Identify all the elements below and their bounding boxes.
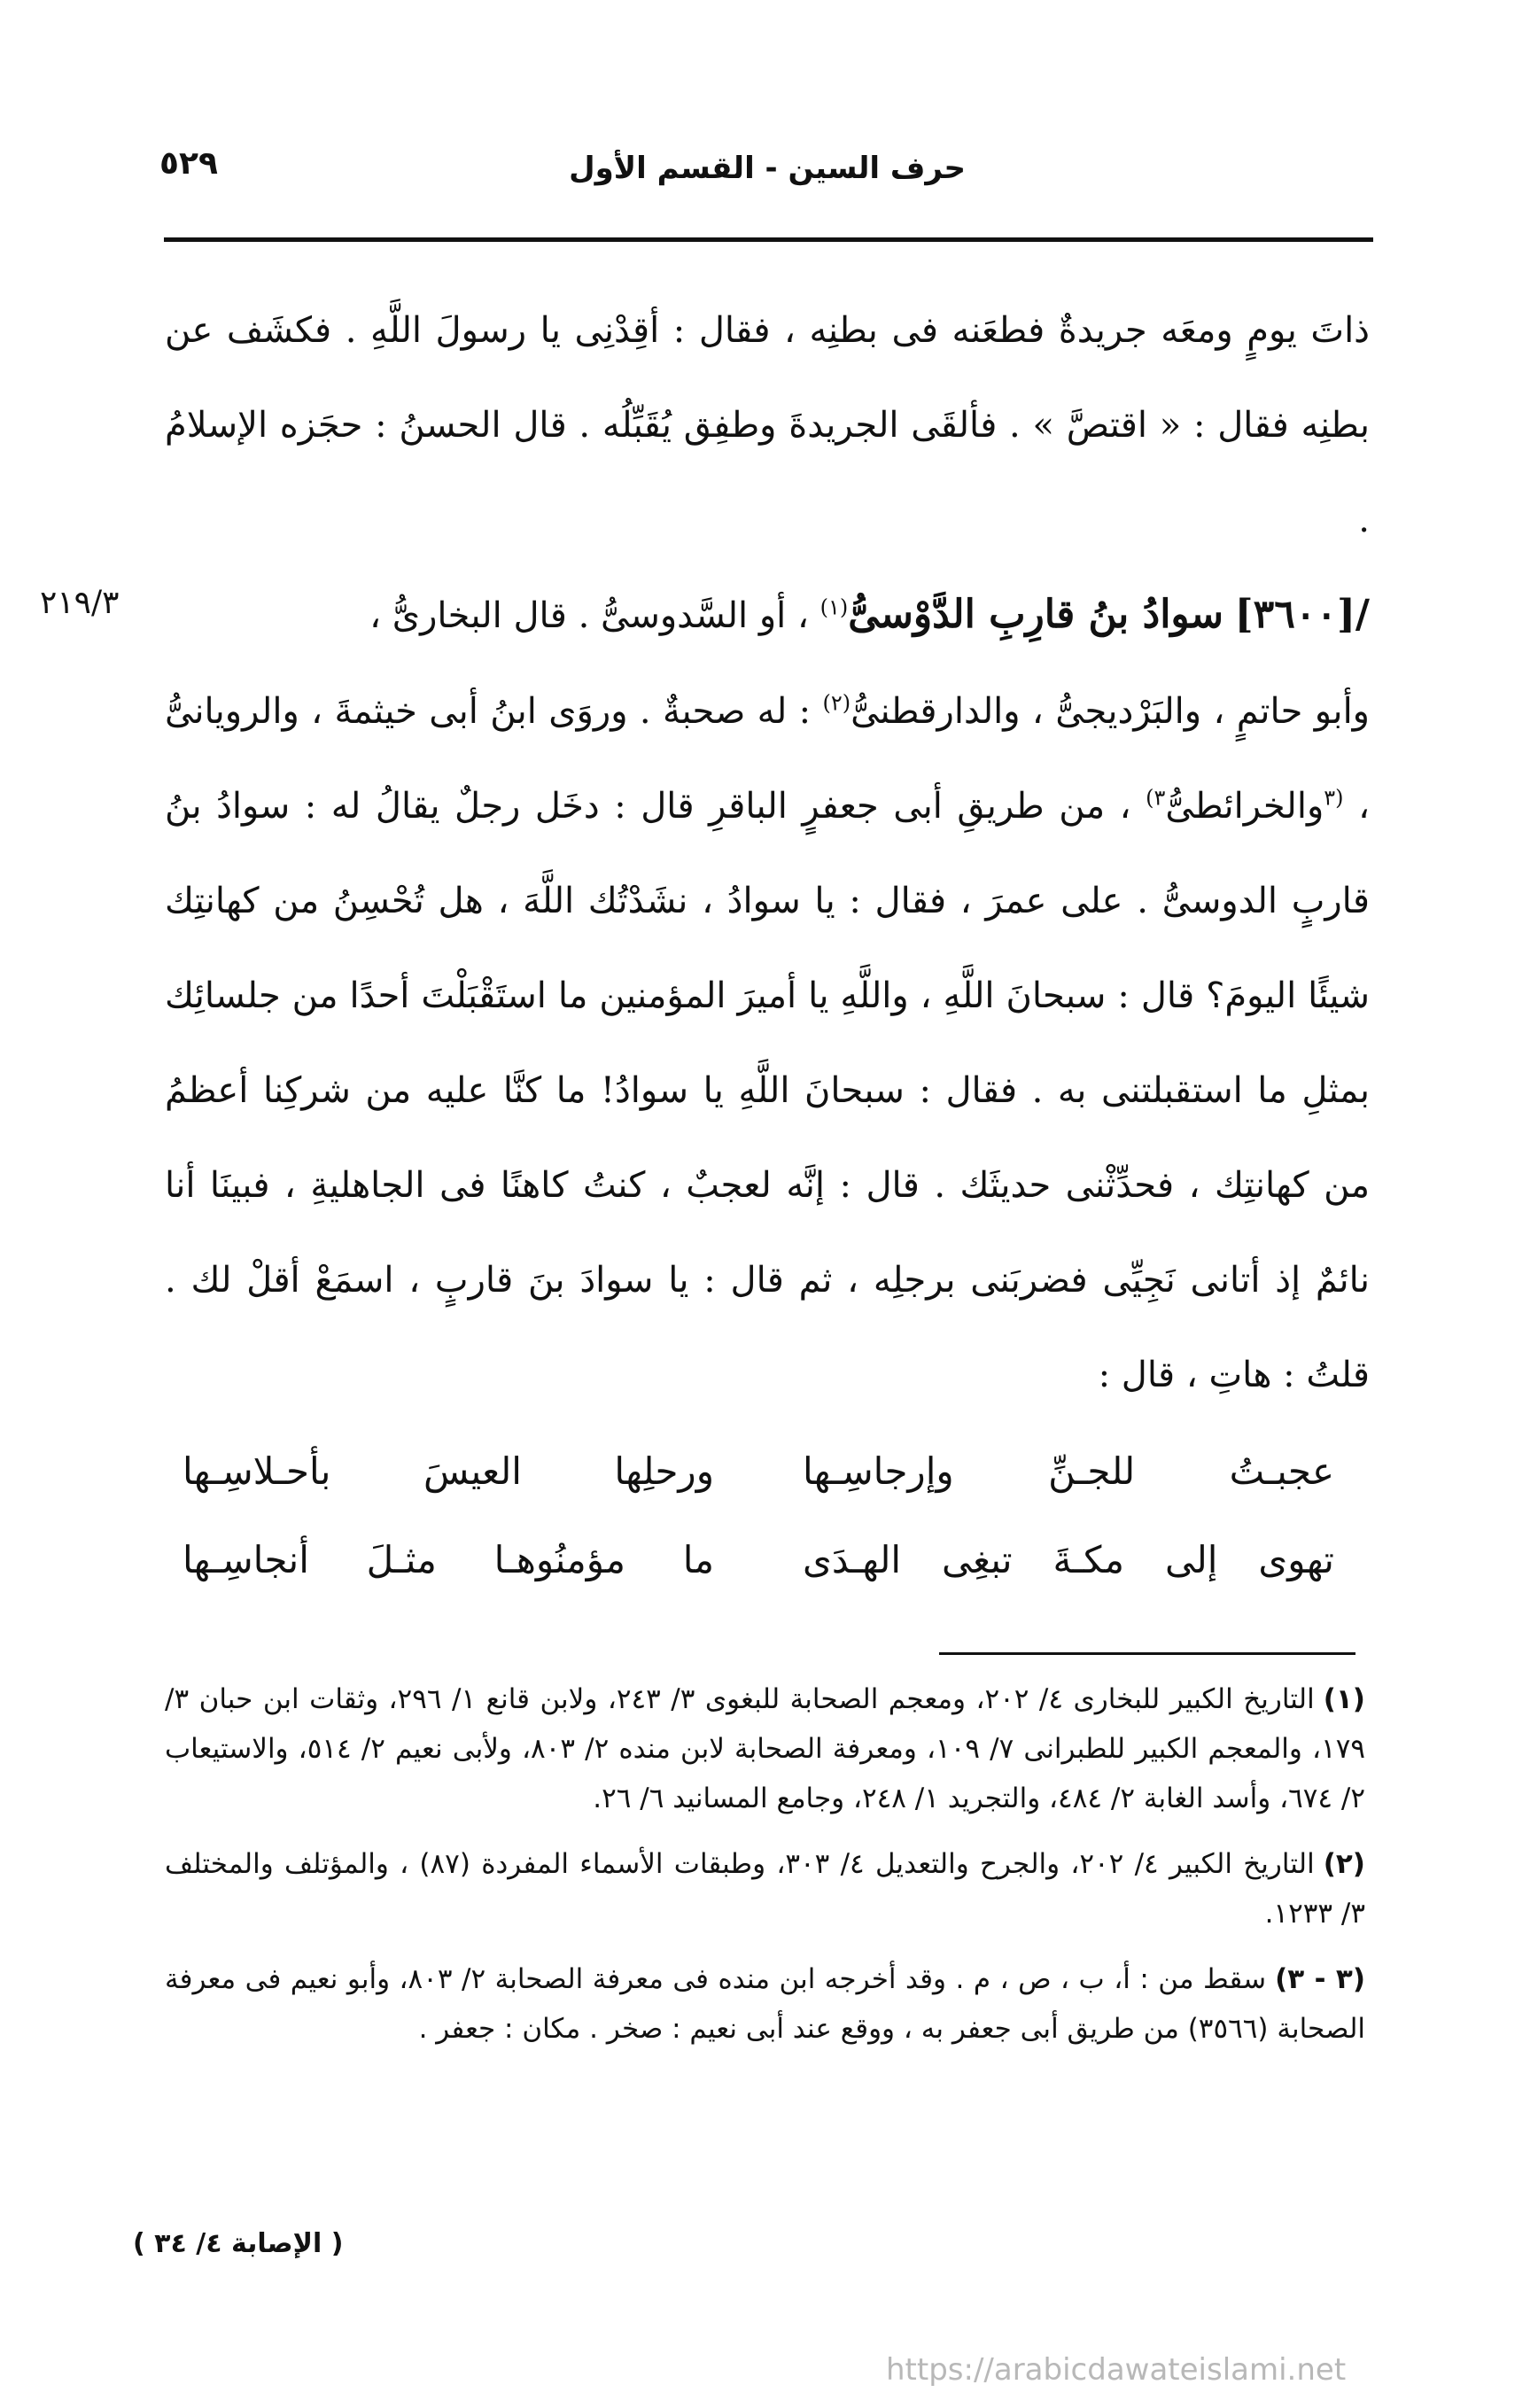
footnote-text: التاريخ الكبير للبخارى ٤/ ٢٠٢، ومعجم الصحابة للبغوى ٣/ ٢٤٣، ولابن قانع ١/ ٢٩٦، وثقات ابن حبان ٣/ ١٧٩، والمعجم الكبير للطبرانى ٧/ ١٠٩، ومعرفة الصحابة لابن منده ٢/ ٨٠٣، ولأبى نعيم ٢/ ٥١٤، والاستيعاب ٢/ ٦٧٤، وأسد الغابة ٢/ ٤٨٤، والتجريد ١/ ٢٤٨، وجامع المسانيد ٦/ ٢٦. [165,1683,1365,1814]
signature-mark: ( الإصابة ٤/ ٣٤ ) [133,2228,344,2259]
entry-name: سوادُ بنُ قارِبِ الدَّوْسىُّ [848,592,1224,637]
first-hemistich: تهوى إلى مكـةَ تبغِى الهـدَى [803,1537,1334,1581]
second-hemistich: ورحلِها العيسَ بأحـلاسِـها [183,1449,714,1493]
footnote-number: (٢) [1323,1848,1365,1880]
footnote [165,1674,1365,1823]
header-rule [164,237,1373,242]
intro-paragraph [165,284,1370,568]
page-header [159,142,1373,213]
entry-body-part-1: وأبو حاتمٍ ، والبَرْديجىُّ ، والدارقطنىُّ [851,691,1370,732]
second-hemistich: ما مؤمنُوهـا مثـلَ أنجاسِـها [183,1537,714,1581]
margin-reference: ٢١٩/٣ [40,585,120,621]
running-title: حرف السين - القسم الأول [569,151,966,186]
entry-body-part-2: : له صحبةٌ . وروَى ابنُ أبى خيثمةَ ، والرويانىُّ ، [165,691,1370,827]
footnote [165,1839,1365,1938]
footnote [165,1954,1365,2054]
footnote-separator [939,1652,1355,1655]
poem-verse [183,1515,1334,1604]
intro-text: ذاتَ يومٍ ومعَه جريدةٌ فطعَنه فى بطنِه ، فقال : أقِدْنِى يا رسولَ اللَّهِ . فكشَف عن بطنِه فقال : « اقتصَّ » . فألقَى الجريدةَ وطفِق يُقَبِّلُه . قال الحسنُ : حجَزه الإسلامُ . [165,310,1370,540]
poem [183,1426,1334,1604]
entry-heading-line [165,567,1370,664]
footnote-number: (٣ - ٣) [1275,1963,1365,1995]
entry-body [165,664,1370,1423]
entry-number: /[٣٦٠٠] [1234,592,1370,637]
footnote-text: التاريخ الكبير ٤/ ٢٠٢، والجرح والتعديل ٤/ ٣٠٣، وطبقات الأسماء المفردة (٨٧) ، والمؤتلف والمختلف ٣/ ١٢٣٣. [165,1848,1365,1930]
first-hemistich: عجبـتُ للجـنِّ وإرجاسِـها [803,1449,1334,1493]
footnote-ref-3-open: (٣ [1324,785,1344,811]
entry-body-part-4: ، من طريقِ أبى جعفرٍ الباقرِ قال : دخَل رجلٌ يقالُ له : سوادُ بنُ قاربٍ الدوسىُّ . على عمرَ ، فقال : يا سوادُ ، نشَدْتُك اللَّهَ ، هل تُحْسِنُ من كهانتِك شيئًا اليومَ؟ قال : سبحانَ اللَّهِ ، واللَّهِ يا أميرَ المؤمنين ما استَقْبَلْتَ أحدًا من جلسائِك بمثلِ ما استقبلتنى به . فقال : سبحانَ اللَّهِ يا سوادُ! ما كنَّا عليه من شركِنا أعظمُ من كهانتِك ، فحدِّثْنى حديثَك . قال : إنَّه لعجبٌ ، كنتُ كاهنًا فى الجاهليةِ ، فبينَا أنا نائمٌ إذ أتانى نَجِيِّى فضربَنى برجلِه ، ثم قال : يا سوادَ بنَ قاربٍ ، اسمَعْ أقلْ لك . قلتُ : هاتِ ، قال : [165,786,1370,1395]
footnote-number: (١) [1323,1683,1365,1715]
footnote-ref-3-close: ٣) [1146,785,1166,811]
entry-body-part-3: والخرائطىُّ [1165,786,1324,827]
footnotes [165,1674,1365,2070]
footnote-ref-2: (٢) [822,690,851,716]
page-number: ٥٢٩ [159,145,218,182]
footnote-text: سقط من : أ، ب ، ص ، م . وقد أخرجه ابن منده فى معرفة الصحابة ٢/ ٨٠٣، وأبو نعيم فى معرفة الصحابة (٣٥٦٦) من طريق أبى جعفر به ، ووقع عند أبى نعيم : صخر . مكان : جعفر . [165,1963,1365,2045]
footnote-ref-1: (١) [819,594,849,620]
watermark-url: https://arabicdawateislami.net [886,2352,1347,2388]
entry-after-name: ، أو السَّدوسىُّ . قال البخارىُّ ، [369,595,809,636]
poem-verse [183,1426,1334,1515]
